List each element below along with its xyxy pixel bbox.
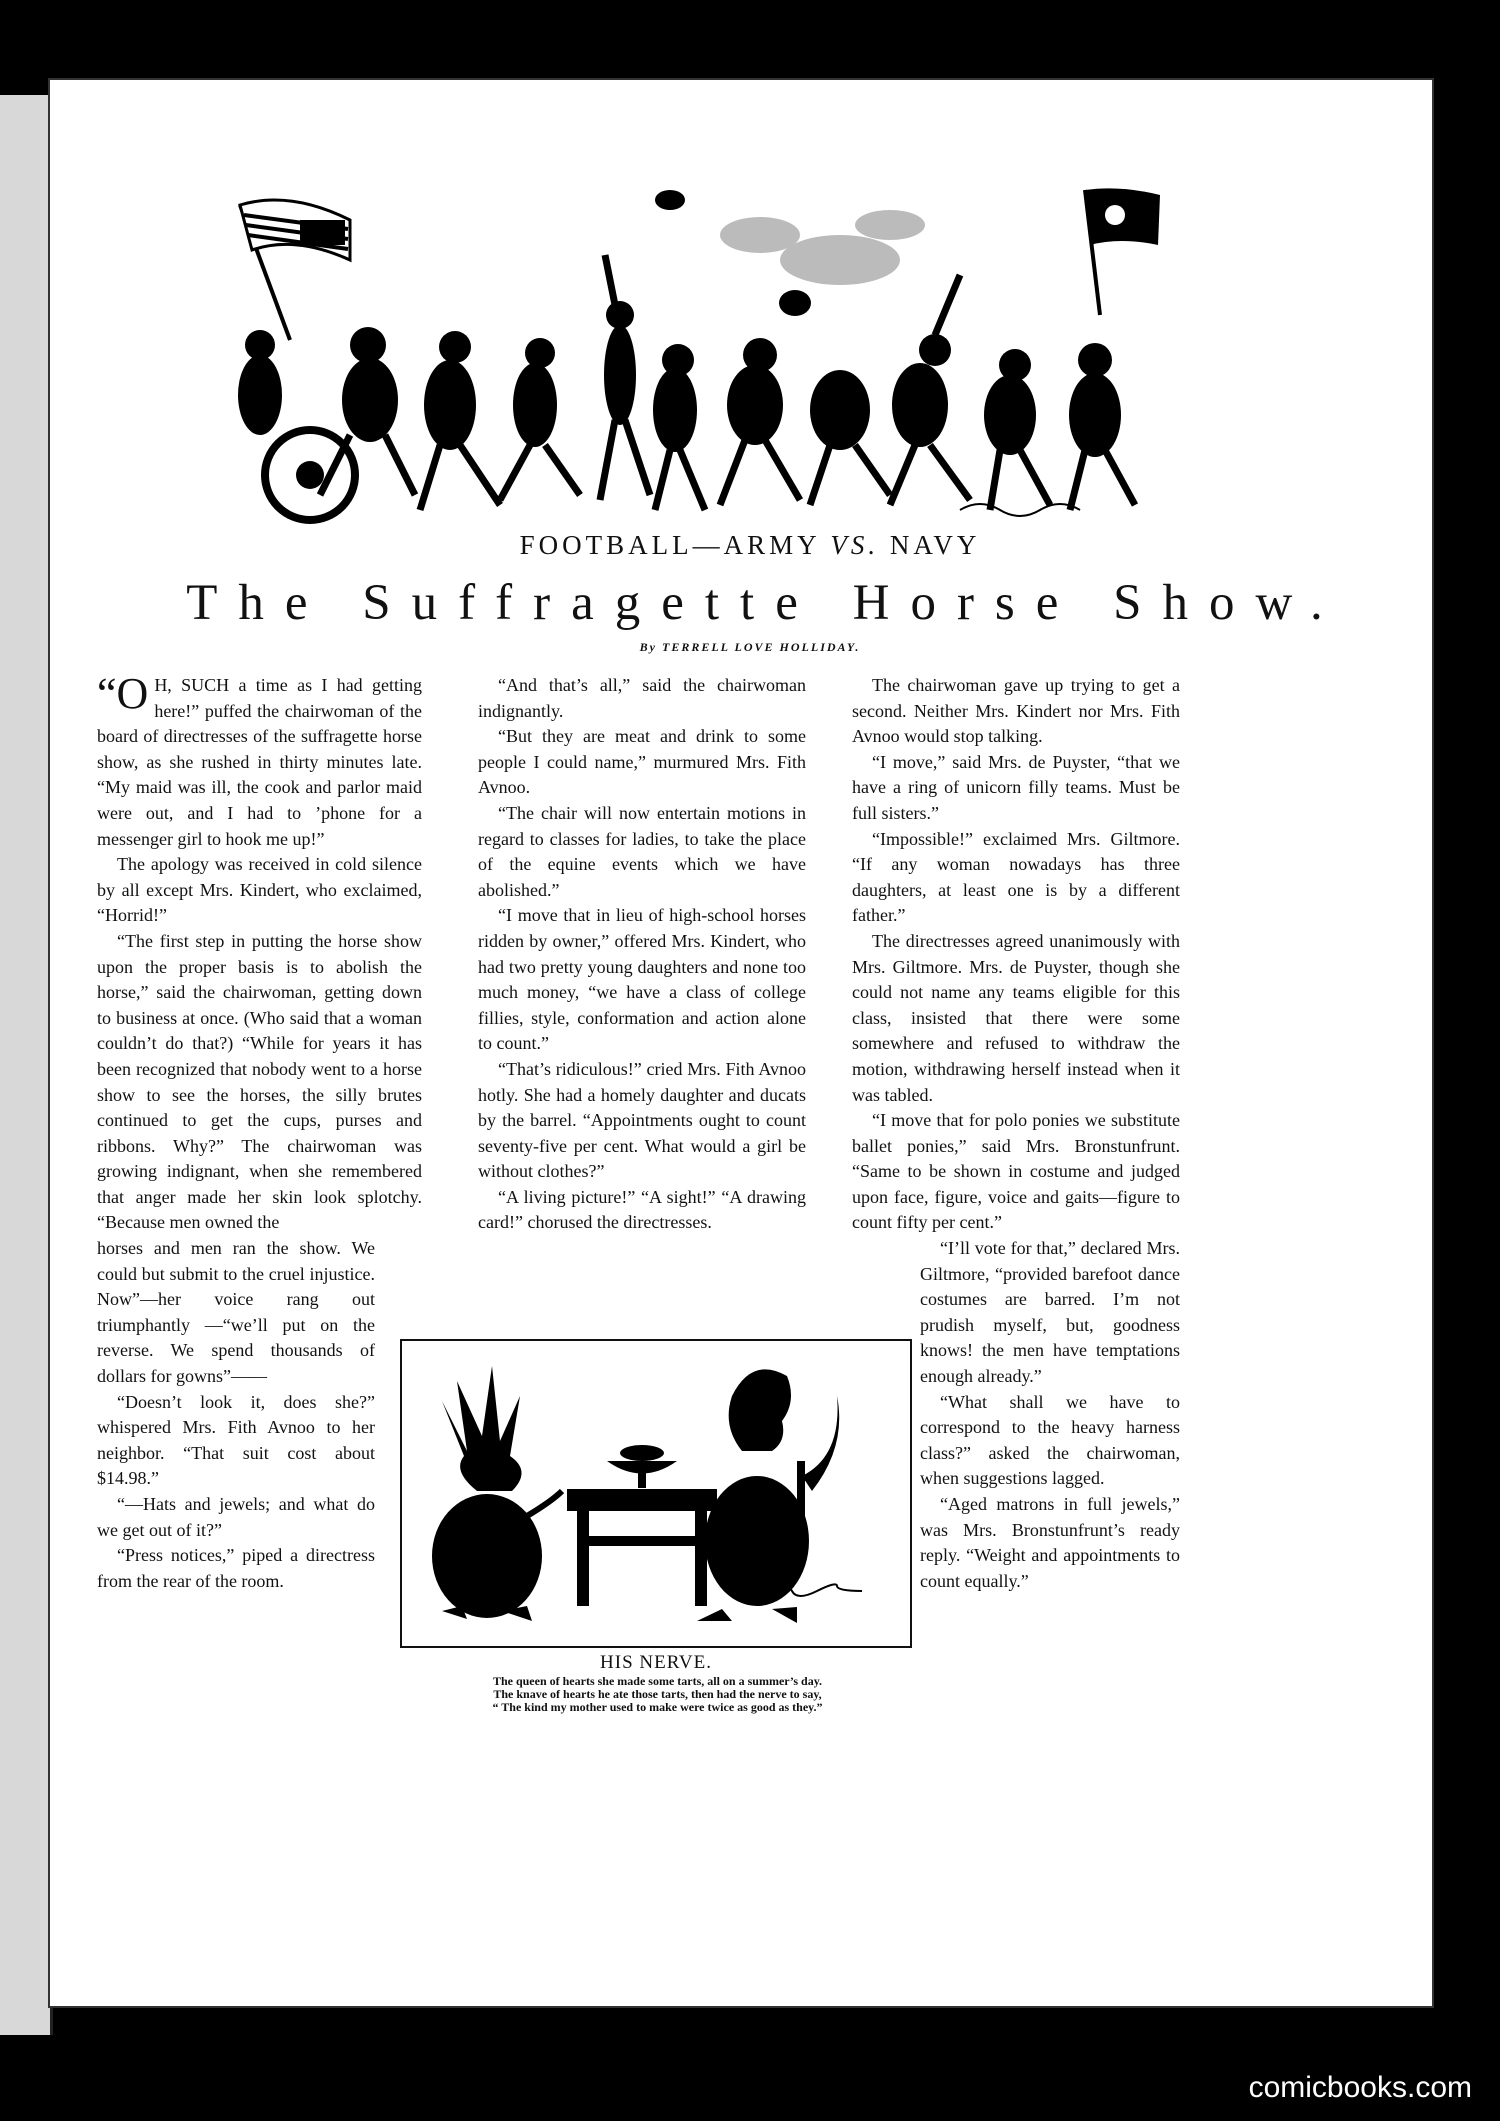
cartoon-verse	[430, 1675, 885, 1714]
silhouette-cartoon	[400, 1339, 912, 1648]
verse-line: The knave of hearts he ate those tarts, then had the nerve to say,	[493, 1687, 822, 1701]
facing-page-edge	[0, 95, 53, 2035]
illustration-caption	[0, 530, 1500, 561]
paragraph: horses and men ran the show. We could but submit to the cruel injustice. Now”—her voice rang out triumphantly —“we’ll put on the reverse. We spend thousands of dollars for gowns”——	[97, 1238, 375, 1387]
paragraph: “What shall we have to correspond to the heavy harness class?” asked the chairwoman, when suggestions lagged.	[920, 1391, 1180, 1489]
column-1-wrap	[97, 1236, 375, 1594]
paragraph: “O H, SUCH a time as I had getting here!” puffed the chairwoman of the board of directresses of the suffragette horse show, as she rushed in thirty minutes late. “My maid was ill, the cook and parlor maid were out, and I had to ’phone for a messenger girl to hook me up!”	[97, 669, 422, 849]
paragraph: “Aged matrons in full jewels,” was Mrs. Bronstunfrunt’s ready reply. “Weight and appointments to count equally.”	[920, 1494, 1180, 1591]
paragraph: “That’s ridiculous!” cried Mrs. Fith Avnoo hotly. She had a homely daughter and ducats by the barrel. “Appointments ought to count seventy-five per cent. What would a girl be without clothes?”	[478, 1058, 806, 1182]
football-illustration	[200, 165, 1170, 535]
verse-line: The queen of hearts she made some tarts, all on a summer’s day.	[492, 1674, 823, 1688]
paragraph: “The chair will now entertain motions in regard to classes for ladies, to take the place of the equine events which we have abolished.”	[478, 802, 806, 900]
caption-vs: VS.	[830, 530, 880, 560]
drop-cap: “O	[97, 669, 149, 718]
paragraph: The chairwoman gave up trying to get a second. Neither Mrs. Kindert nor Mrs. Fith Avnoo would stop talking.	[852, 675, 1180, 747]
paragraph: “The first step in putting the horse show upon the proper basis is to abolish the horse,” said the chairwoman, getting down to business at once. (Who said that a woman couldn’t do that?) “While for years it has been recognized that nobody went to a horse show to see the horses, the silly brutes continued to get the cups, purses and ribbons. Why?” The chairwoman was growing indignant, when she remembered that anger made her skin look splotchy. “Because men owned the	[97, 930, 422, 1233]
cartoon-title: HIS NERVE.	[600, 1652, 712, 1673]
article-title: The Suffragette Horse Show.	[186, 575, 1344, 631]
paragraph: “Doesn’t look it, does she?” whispered Mrs. Fith Avnoo to her neighbor. “That suit cost about $14.98.”	[97, 1391, 375, 1489]
paragraph: “Press notices,” piped a directress from the rear of the room.	[97, 1545, 375, 1591]
paragraph: “Impossible!” exclaimed Mrs. Giltmore. “If any woman nowadays has three daughters, at least one is by a different father.”	[852, 828, 1180, 926]
paragraph: “I move,” said Mrs. de Puyster, “that we have a ring of unicorn filly teams. Must be full sisters.”	[852, 751, 1180, 823]
paragraph: “I’ll vote for that,” declared Mrs. Giltmore, “provided barefoot dance costumes are barred. I’m not prudish myself, but, goodness knows! the men have temptations enough already.”	[920, 1238, 1180, 1387]
paragraph: “I move that in lieu of high-school horses ridden by owner,” offered Mrs. Kindert, who had two pretty young daughters and none too much money, “we have a class of college fillies, style, conformation and action alone to count.”	[478, 905, 806, 1054]
paragraph: “A living picture!” “A sight!” “A drawing card!” chorused the directresses.	[478, 1186, 806, 1233]
paragraph: “But they are meat and drink to some people I could name,” murmured Mrs. Fith Avnoo.	[478, 726, 806, 798]
column-2	[478, 673, 806, 1236]
paragraph: “—Hats and jewels; and what do we get out of it?”	[97, 1494, 375, 1540]
paragraph: “And that’s all,” said the chairwoman indignantly.	[478, 675, 806, 721]
site-watermark: comicbooks.com	[1248, 2071, 1472, 2104]
paragraph: “I move that for polo ponies we substitute ballet ponies,” said Mrs. Bronstunfrunt. “Same to be shown in costume and judged upon face, figure, voice and gaits—figure to count fifty per cent.”	[852, 1110, 1180, 1233]
knave-queen-silhouette	[402, 1341, 910, 1646]
paragraph: The apology was received in cold silence by all except Mrs. Kindert, who exclaimed, “Horrid!”	[97, 854, 422, 926]
article-byline: By TERRELL LOVE HOLLIDAY.	[639, 640, 861, 654]
column-1	[97, 669, 422, 1594]
caption-navy: NAVY	[889, 530, 981, 560]
paragraph: The directresses agreed unanimously with Mrs. Giltmore. Mrs. de Puyster, though she could not name any teams eligible for this class, insisted that there were some somewhere and refused to withdraw the motion, withdrawing herself instead when it was tabled.	[852, 930, 1180, 1105]
verse-line: “ The kind my mother used to make were twice as good as they.”	[492, 1700, 823, 1714]
caption-topline: FOOTBALL—ARMY	[519, 530, 820, 560]
